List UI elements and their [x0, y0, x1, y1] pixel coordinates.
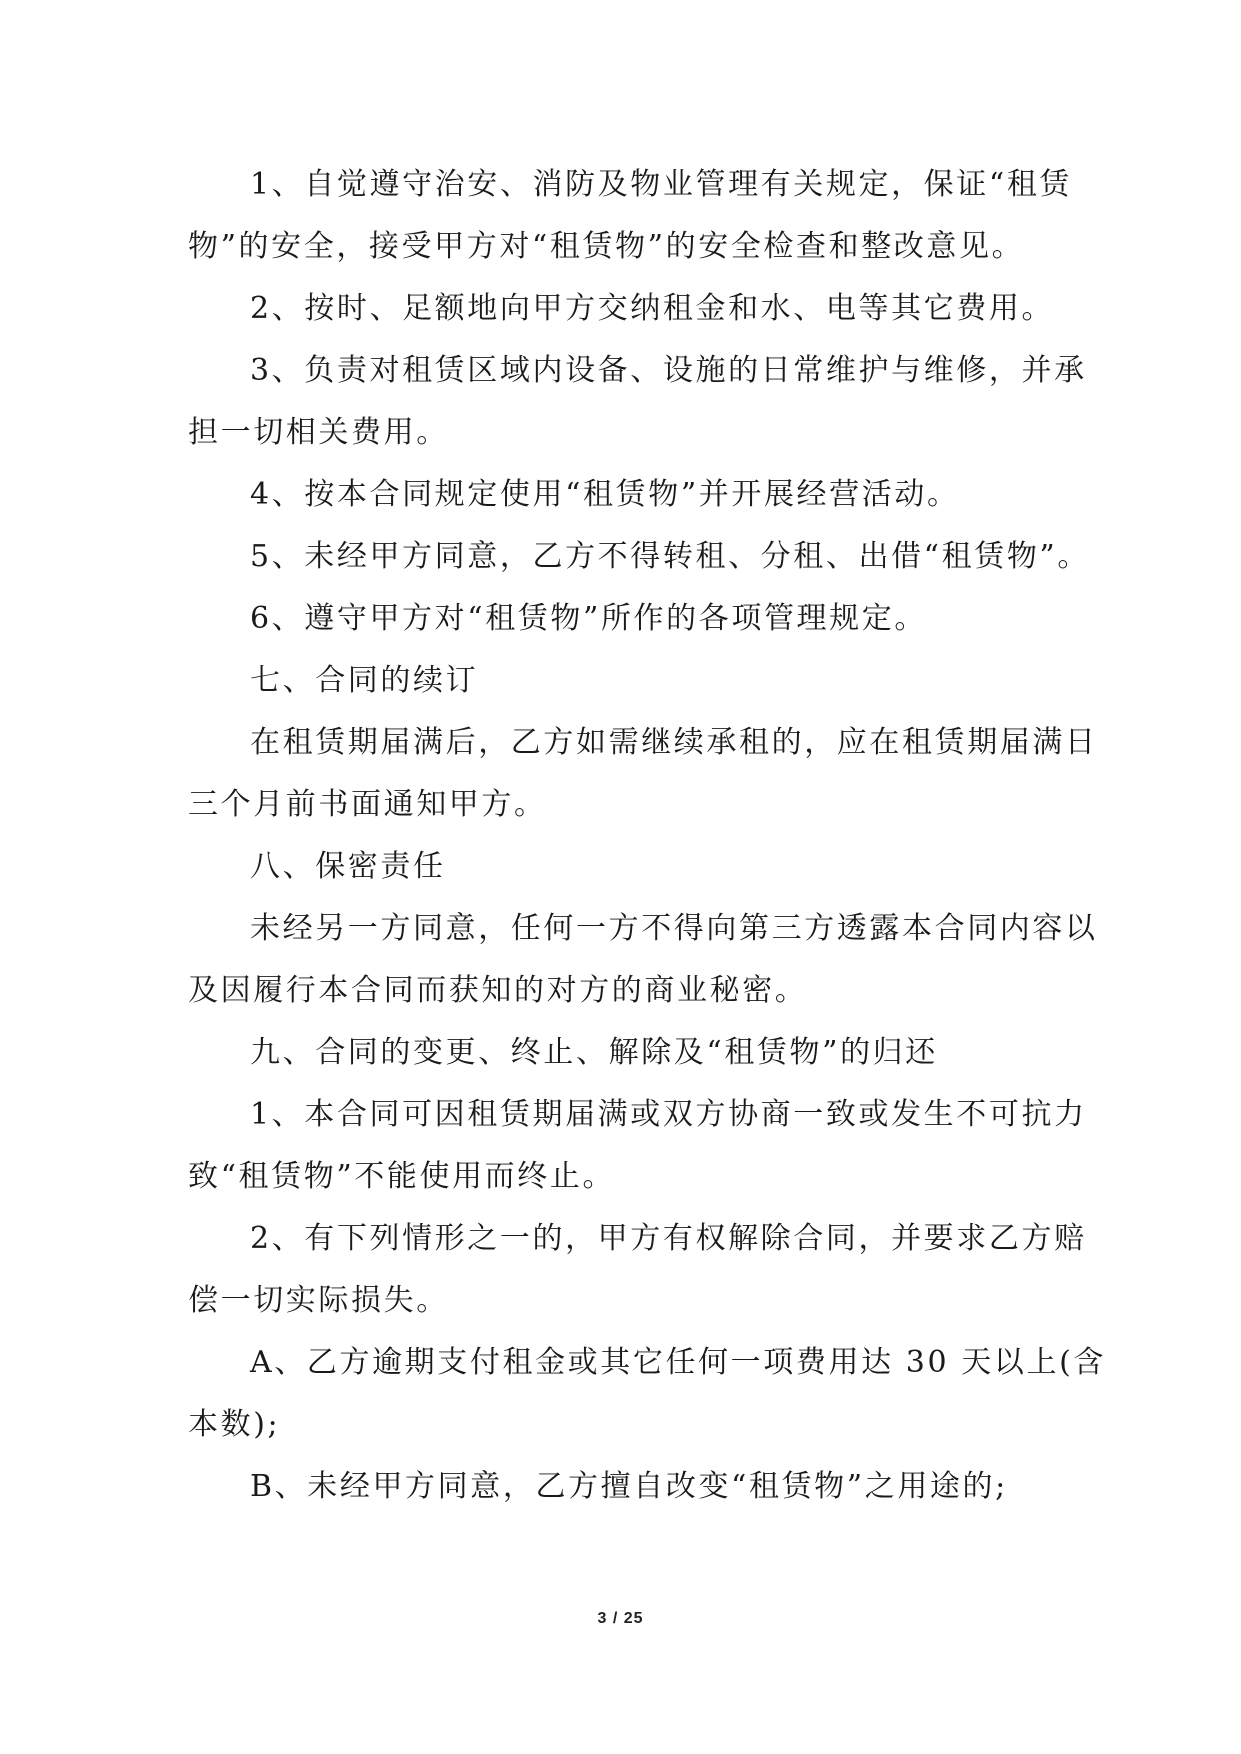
- text-line: 3、负责对租赁区域内设备、设施的日常维护与维修，并承: [250, 353, 1087, 388]
- text-line: 担一切相关费用。: [188, 415, 449, 450]
- text-line: 物”的安全，接受甲方对“租赁物”的安全检查和整改意见。: [188, 229, 1025, 264]
- text-line: 1、自觉遵守治安、消防及物业管理有关规定，保证“租赁: [250, 167, 1073, 202]
- text-line: 致“租赁物”不能使用而终止。: [188, 1159, 616, 1194]
- text-line: 2、有下列情形之一的，甲方有权解除合同，并要求乙方赔: [250, 1221, 1087, 1256]
- text-line: 本数);: [188, 1407, 281, 1442]
- text-line: 三个月前书面通知甲方。: [188, 787, 547, 822]
- text-line: 6、遵守甲方对“租赁物”所作的各项管理规定。: [250, 601, 927, 636]
- text-line: 4、按本合同规定使用“租赁物”并开展经营活动。: [250, 477, 960, 512]
- text-line: 在租赁期届满后，乙方如需继续承租的，应在租赁期届满日: [250, 725, 1098, 760]
- text-line: 未经另一方同意，任何一方不得向第三方透露本合同内容以: [250, 911, 1098, 946]
- text-line: 5、未经甲方同意，乙方不得转租、分租、出借“租赁物”。: [250, 539, 1090, 574]
- text-line: A、乙方逾期支付租金或其它任何一项费用达 30 天以上(含: [250, 1345, 1107, 1380]
- section-heading: 七、合同的续订: [250, 663, 479, 698]
- text-line: 及因履行本合同而获知的对方的商业秘密。: [188, 973, 808, 1008]
- text-line: B、未经甲方同意，乙方擅自改变“租赁物”之用途的;: [250, 1469, 1008, 1504]
- text-line: 1、本合同可因租赁期届满或双方协商一致或发生不可抗力: [250, 1097, 1087, 1132]
- section-heading: 八、保密责任: [250, 849, 446, 884]
- document-body: [188, 154, 1107, 1518]
- section-heading: 九、合同的变更、终止、解除及“租赁物”的归还: [250, 1035, 938, 1070]
- text-line: 偿一切实际损失。: [188, 1283, 449, 1318]
- text-line: 2、按时、足额地向甲方交纳租金和水、电等其它费用。: [250, 291, 1055, 326]
- page-number: 3 / 25: [597, 1610, 644, 1627]
